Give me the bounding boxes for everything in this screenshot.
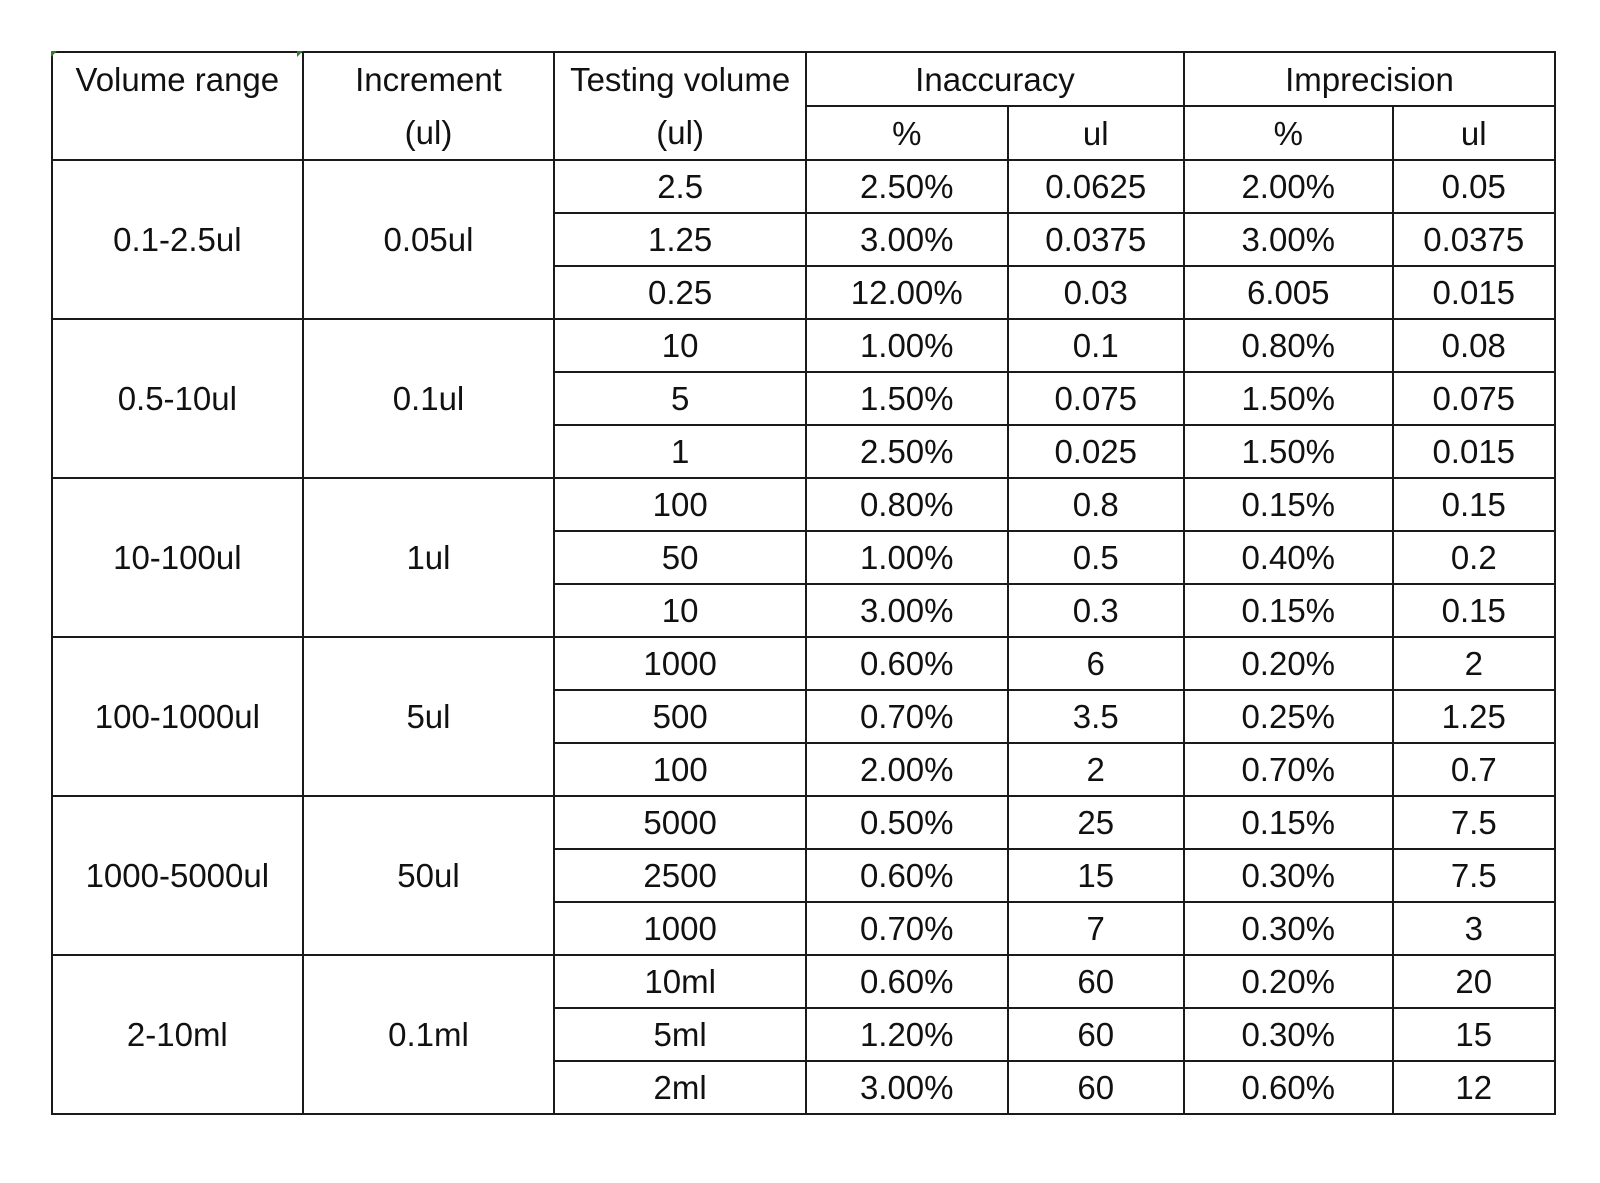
testing-volume-cell: 5 [554,372,806,425]
header-increment-line2: (ul) [404,114,453,151]
imprecision-percent-cell: 0.70% [1184,743,1393,796]
imprecision-percent-cell: 1.50% [1184,372,1393,425]
header-volume-range-label: Volume range [75,61,280,98]
imprecision-percent-cell: 0.30% [1184,902,1393,955]
testing-volume-cell: 100 [554,743,806,796]
inaccuracy-ul-cell: 60 [1008,955,1184,1008]
inaccuracy-percent-cell: 0.80% [806,478,1008,531]
imprecision-percent-cell: 0.30% [1184,849,1393,902]
imprecision-ul-cell: 0.7 [1393,743,1555,796]
increment-cell: 5ul [303,637,555,796]
imprecision-ul-cell: 1.25 [1393,690,1555,743]
inaccuracy-percent-cell: 0.70% [806,902,1008,955]
imprecision-ul-cell: 0.075 [1393,372,1555,425]
inaccuracy-ul-cell: 0.5 [1008,531,1184,584]
table-row [52,319,1555,372]
volume-range-cell: 2-10ml [52,955,303,1114]
imprecision-ul-cell: 0.08 [1393,319,1555,372]
testing-volume-cell: 50 [554,531,806,584]
imprecision-ul-cell: 7.5 [1393,796,1555,849]
header-imprecision: Imprecision [1184,52,1555,106]
testing-volume-cell: 10 [554,584,806,637]
inaccuracy-ul-cell: 60 [1008,1008,1184,1061]
inaccuracy-ul-cell: 25 [1008,796,1184,849]
header-imprecision-percent: % [1184,106,1393,160]
table-row [52,478,1555,531]
inaccuracy-percent-cell: 1.00% [806,531,1008,584]
inaccuracy-percent-cell: 2.50% [806,160,1008,213]
inaccuracy-percent-cell: 0.60% [806,637,1008,690]
inaccuracy-percent-cell: 3.00% [806,213,1008,266]
increment-cell: 0.1ml [303,955,555,1114]
inaccuracy-ul-cell: 6 [1008,637,1184,690]
volume-range-cell: 0.1-2.5ul [52,160,303,319]
inaccuracy-ul-cell: 0.0375 [1008,213,1184,266]
inaccuracy-percent-cell: 2.50% [806,425,1008,478]
increment-cell: 0.1ul [303,319,555,478]
imprecision-ul-cell: 0.015 [1393,266,1555,319]
testing-volume-cell: 2.5 [554,160,806,213]
testing-volume-cell: 1 [554,425,806,478]
imprecision-ul-cell: 2 [1393,637,1555,690]
inaccuracy-ul-cell: 2 [1008,743,1184,796]
testing-volume-cell: 1.25 [554,213,806,266]
header-volume-range [52,52,303,160]
inaccuracy-ul-cell: 0.8 [1008,478,1184,531]
header-testing-volume [554,52,806,160]
inaccuracy-ul-cell: 15 [1008,849,1184,902]
header-inaccuracy-ul: ul [1008,106,1184,160]
imprecision-percent-cell: 6.005 [1184,266,1393,319]
header-imprecision-ul: ul [1393,106,1555,160]
testing-volume-cell: 5ml [554,1008,806,1061]
header-inaccuracy: Inaccuracy [806,52,1184,106]
inaccuracy-ul-cell: 0.0625 [1008,160,1184,213]
inaccuracy-percent-cell: 0.70% [806,690,1008,743]
increment-cell: 0.05ul [303,160,555,319]
increment-cell: 1ul [303,478,555,637]
inaccuracy-ul-cell: 0.025 [1008,425,1184,478]
table-row [52,955,1555,1008]
imprecision-percent-cell: 0.80% [1184,319,1393,372]
testing-volume-cell: 100 [554,478,806,531]
header-testing-volume-line1: Testing volume [570,61,791,98]
header-increment-line1: Increment [355,61,502,98]
testing-volume-cell: 10 [554,319,806,372]
imprecision-ul-cell: 12 [1393,1061,1555,1114]
imprecision-percent-cell: 1.50% [1184,425,1393,478]
inaccuracy-percent-cell: 1.50% [806,372,1008,425]
imprecision-ul-cell: 3 [1393,902,1555,955]
testing-volume-cell: 1000 [554,637,806,690]
testing-volume-cell: 5000 [554,796,806,849]
increment-cell: 50ul [303,796,555,955]
cell-marker-icon [51,51,57,57]
table-row [52,796,1555,849]
imprecision-percent-cell: 2.00% [1184,160,1393,213]
volume-range-cell: 0.5-10ul [52,319,303,478]
testing-volume-cell: 2500 [554,849,806,902]
imprecision-ul-cell: 0.15 [1393,584,1555,637]
inaccuracy-percent-cell: 1.20% [806,1008,1008,1061]
inaccuracy-ul-cell: 0.03 [1008,266,1184,319]
header-inaccuracy-percent: % [806,106,1008,160]
inaccuracy-ul-cell: 7 [1008,902,1184,955]
inaccuracy-ul-cell: 0.3 [1008,584,1184,637]
table-row [52,160,1555,213]
testing-volume-cell: 500 [554,690,806,743]
table-header [52,52,1555,160]
testing-volume-cell: 0.25 [554,266,806,319]
volume-range-cell: 1000-5000ul [52,796,303,955]
inaccuracy-percent-cell: 0.60% [806,849,1008,902]
inaccuracy-ul-cell: 3.5 [1008,690,1184,743]
testing-volume-cell: 2ml [554,1061,806,1114]
imprecision-percent-cell: 3.00% [1184,213,1393,266]
volume-range-cell: 10-100ul [52,478,303,637]
inaccuracy-percent-cell: 0.60% [806,955,1008,1008]
imprecision-ul-cell: 0.0375 [1393,213,1555,266]
header-testing-volume-line2: (ul) [656,114,704,151]
imprecision-percent-cell: 0.60% [1184,1061,1393,1114]
inaccuracy-percent-cell: 0.50% [806,796,1008,849]
imprecision-percent-cell: 0.20% [1184,637,1393,690]
inaccuracy-percent-cell: 12.00% [806,266,1008,319]
pipette-spec-table [51,51,1556,1115]
imprecision-percent-cell: 0.15% [1184,796,1393,849]
cell-marker-icon [297,51,303,57]
imprecision-ul-cell: 15 [1393,1008,1555,1061]
volume-range-cell: 100-1000ul [52,637,303,796]
inaccuracy-ul-cell: 60 [1008,1061,1184,1114]
testing-volume-cell: 1000 [554,902,806,955]
imprecision-percent-cell: 0.20% [1184,955,1393,1008]
imprecision-ul-cell: 7.5 [1393,849,1555,902]
imprecision-ul-cell: 20 [1393,955,1555,1008]
header-increment [303,52,555,160]
table-row [52,637,1555,690]
imprecision-ul-cell: 0.05 [1393,160,1555,213]
table-body [52,160,1555,1114]
imprecision-ul-cell: 0.15 [1393,478,1555,531]
imprecision-percent-cell: 0.15% [1184,584,1393,637]
inaccuracy-percent-cell: 3.00% [806,584,1008,637]
imprecision-ul-cell: 0.015 [1393,425,1555,478]
inaccuracy-percent-cell: 1.00% [806,319,1008,372]
imprecision-percent-cell: 0.15% [1184,478,1393,531]
inaccuracy-percent-cell: 3.00% [806,1061,1008,1114]
imprecision-percent-cell: 0.25% [1184,690,1393,743]
inaccuracy-ul-cell: 0.075 [1008,372,1184,425]
testing-volume-cell: 10ml [554,955,806,1008]
inaccuracy-ul-cell: 0.1 [1008,319,1184,372]
imprecision-ul-cell: 0.2 [1393,531,1555,584]
imprecision-percent-cell: 0.40% [1184,531,1393,584]
inaccuracy-percent-cell: 2.00% [806,743,1008,796]
imprecision-percent-cell: 0.30% [1184,1008,1393,1061]
